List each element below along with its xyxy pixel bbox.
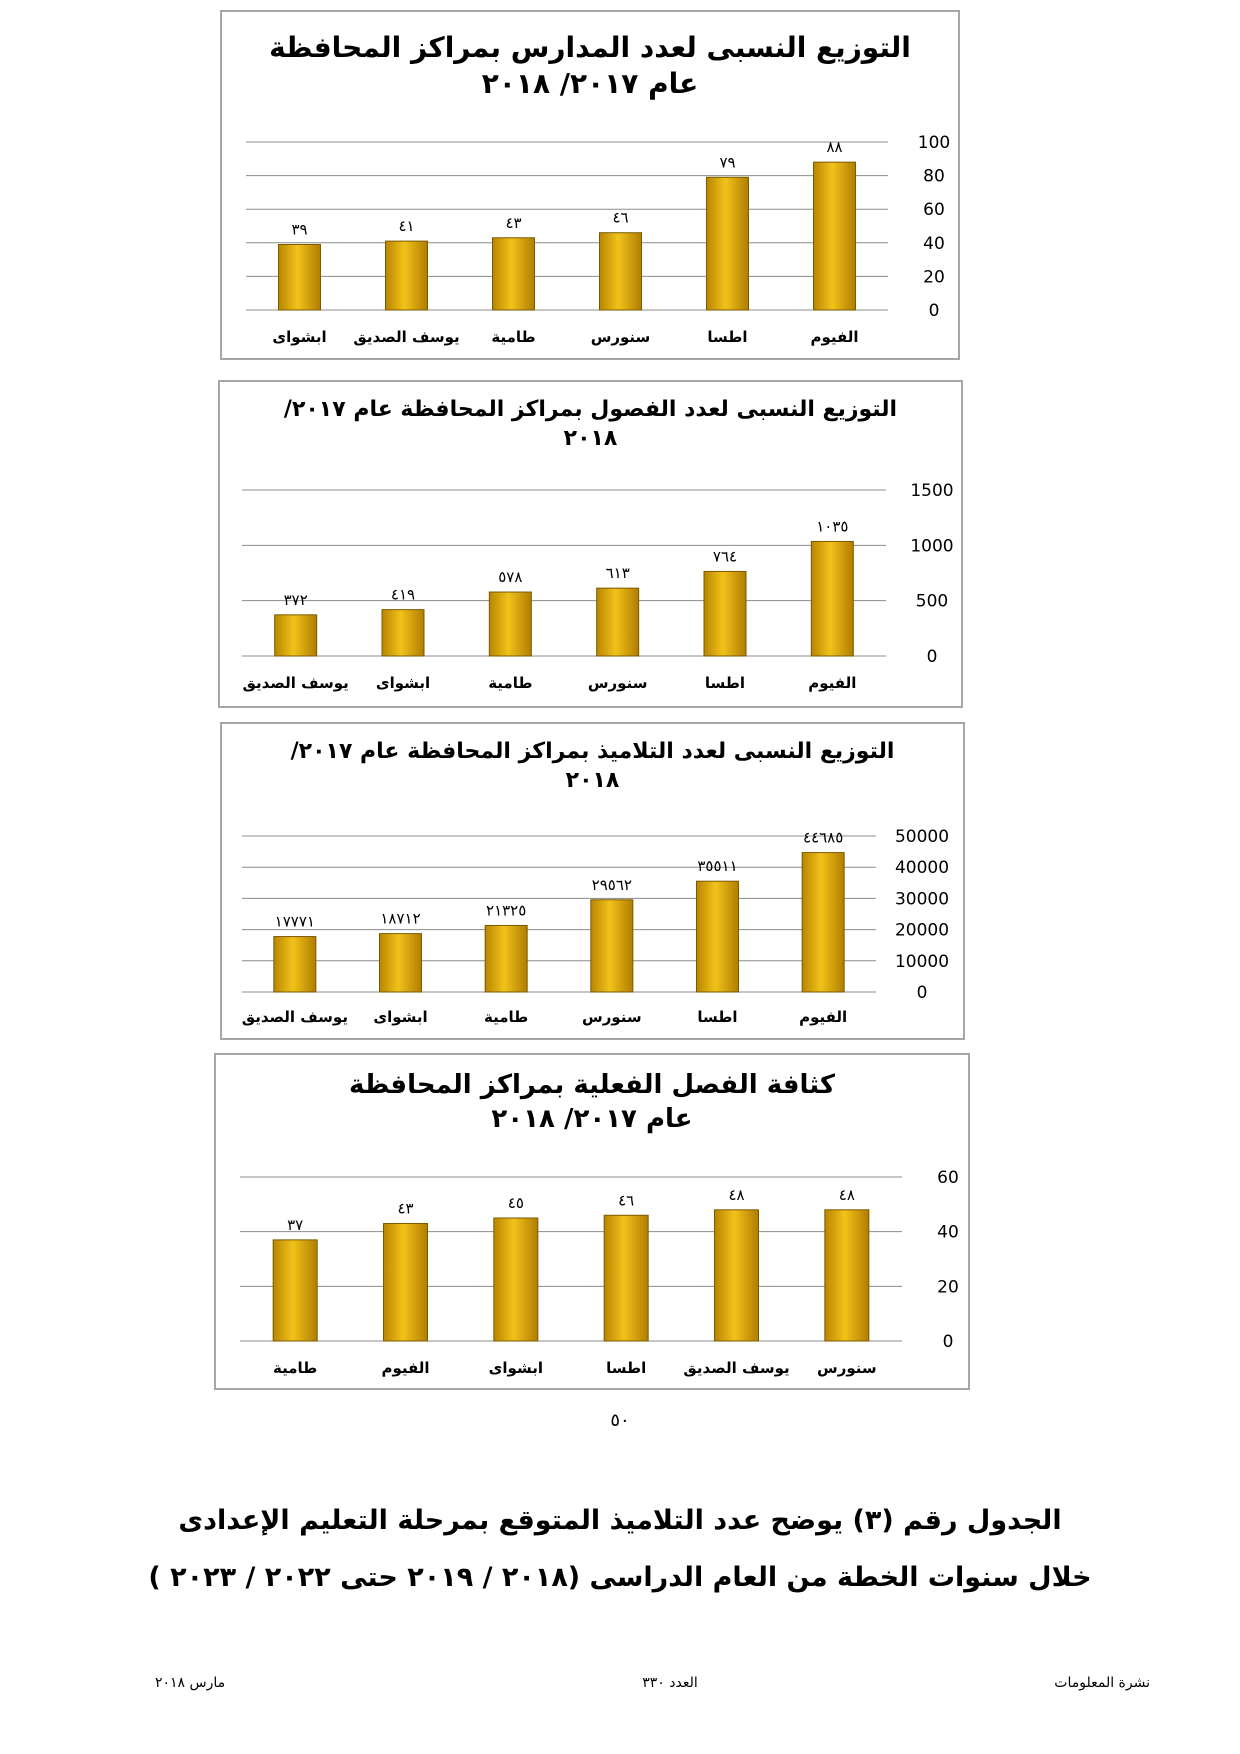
- chart-title-line-2: ٢٠١٨: [565, 767, 620, 793]
- y-tick-label: 40: [923, 233, 945, 254]
- bar: [273, 1240, 317, 1341]
- category-label: سنورس: [590, 328, 651, 346]
- bar: [597, 588, 639, 656]
- data-label: ١٠٣٥: [816, 517, 849, 536]
- data-label: ٦١٣: [605, 564, 630, 583]
- category-label: يوسف الصديق: [241, 1008, 348, 1026]
- bar: [274, 937, 316, 992]
- category-label: الفيوم: [810, 328, 859, 346]
- chart-plot: [220, 382, 965, 710]
- footer-date: مارس ٢٠١٨: [155, 1675, 226, 1691]
- data-label: ٢٩٥٦٢: [591, 875, 632, 894]
- bar: [802, 853, 844, 992]
- data-label: ٤٣: [505, 213, 522, 232]
- footer-publication: نشرة المعلومات: [1054, 1675, 1150, 1691]
- bar: [715, 1210, 759, 1341]
- data-label: ٨٨: [826, 138, 843, 157]
- bar: [494, 1218, 538, 1341]
- category-label: ابشواى: [272, 328, 327, 346]
- bar: [493, 238, 535, 310]
- bar: [600, 233, 642, 310]
- y-tick-label: 10000: [894, 951, 950, 972]
- data-label: ٤١٩: [390, 585, 416, 604]
- category-label: طامية: [488, 674, 533, 692]
- y-tick-label: 20: [923, 267, 945, 288]
- category-label: ابشواى: [375, 674, 431, 692]
- category-label: اطسا: [606, 1359, 647, 1377]
- data-label: ٣٥٥١١: [697, 857, 738, 876]
- data-label: ١٧٧٧١: [274, 912, 315, 931]
- category-label: طامية: [273, 1359, 318, 1377]
- data-label: ٤٥: [507, 1194, 524, 1212]
- y-tick-label: 60: [937, 1168, 959, 1188]
- data-label: ٧٦٤: [712, 547, 738, 566]
- y-tick-label: 40: [937, 1222, 959, 1243]
- data-label: ٤٤٦٨٥: [803, 828, 844, 847]
- bar: [814, 162, 856, 310]
- data-label: ٤٨: [728, 1185, 745, 1204]
- caption-line-2: خلال سنوات الخطة من العام الدراسى (٢٠١٨ / ٢٠١٩ حتى ٢٠٢٢ / ٢٠٢٣ ): [148, 1562, 1092, 1593]
- chart-classes: [218, 380, 963, 708]
- chart-schools: [220, 10, 960, 360]
- category-label: الفيوم: [808, 674, 857, 692]
- y-tick-label: 50000: [894, 827, 950, 847]
- data-label: ٢١٣٢٥: [486, 901, 527, 920]
- category-label: سنورس: [587, 674, 648, 692]
- y-tick-label: 80: [923, 166, 945, 187]
- data-label: ٥٧٨: [498, 568, 523, 587]
- category-label: طامية: [484, 1008, 529, 1026]
- data-label: ٤٣: [397, 1199, 414, 1218]
- bar: [380, 934, 422, 992]
- chart-class-density: [214, 1053, 970, 1390]
- y-tick-label: 20000: [894, 920, 950, 941]
- page-number: ٥٠: [610, 1410, 630, 1431]
- chart-title-line-1: التوزيع النسبى لعدد المدارس بمراكز المحافظة: [269, 31, 911, 64]
- chart-title-line-2: عام ٢٠١٧/ ٢٠١٨: [491, 1103, 693, 1134]
- y-tick-label: 0: [926, 647, 938, 667]
- data-label: ٣٧٢: [283, 590, 308, 609]
- chart-title-line-2: ٢٠١٨: [563, 425, 618, 451]
- chart-title-line-1: التوزيع النسبى لعدد الفصول بمراكز المحافظة عام ٢٠١٧/: [283, 397, 898, 422]
- data-label: ٣٧: [287, 1215, 304, 1234]
- chart-title-line-2: عام ٢٠١٧/ ٢٠١٨: [481, 67, 699, 101]
- bar: [825, 1210, 869, 1341]
- y-tick-label: 0: [928, 301, 940, 321]
- chart-title-line-1: التوزيع النسبى لعدد التلاميذ بمراكز المحافظة عام ٢٠١٧/: [290, 739, 895, 764]
- bar: [604, 1215, 648, 1341]
- data-label: ٤١: [398, 217, 415, 236]
- y-tick-label: 60: [923, 200, 945, 221]
- chart-plot: [216, 1055, 972, 1392]
- data-label: ٤٨: [838, 1185, 855, 1204]
- category-label: اطسا: [697, 1008, 738, 1026]
- bar: [591, 900, 633, 992]
- bar: [707, 177, 749, 310]
- category-label: اطسا: [707, 328, 748, 346]
- category-label: يوسف الصديق: [683, 1359, 790, 1377]
- bar: [811, 541, 853, 656]
- caption-line-1: الجدول رقم (٣) يوضح عدد التلاميذ المتوقع بمرحلة التعليم الإعدادى: [178, 1505, 1062, 1536]
- y-tick-label: 1000: [910, 536, 954, 557]
- category-label: الفيوم: [381, 1359, 430, 1377]
- data-label: ٤٦: [612, 208, 629, 227]
- y-tick-label: 0: [942, 1332, 954, 1352]
- y-tick-label: 40000: [894, 858, 950, 879]
- data-label: ١٨٧١٢: [380, 909, 421, 928]
- y-tick-label: 20: [937, 1277, 959, 1298]
- category-label: ابشواى: [488, 1359, 544, 1377]
- bar: [382, 610, 424, 656]
- bar: [384, 1223, 428, 1341]
- y-tick-label: 100: [917, 133, 951, 153]
- bar: [485, 925, 527, 992]
- data-label: ٧٩: [719, 153, 736, 172]
- category-label: اطسا: [704, 674, 746, 692]
- data-label: ٤٦: [618, 1191, 635, 1210]
- category-label: طامية: [491, 328, 536, 346]
- bar: [489, 592, 531, 656]
- bar: [279, 244, 321, 310]
- bar: [275, 615, 317, 656]
- chart-title-line-1: كثافة الفصل الفعلية بمراكز المحافظة: [348, 1070, 836, 1100]
- y-tick-label: 1500: [910, 481, 954, 501]
- category-label: ابشواى: [373, 1008, 428, 1026]
- data-label: ٣٩: [291, 220, 308, 239]
- y-tick-label: 0: [916, 983, 928, 1003]
- bar: [704, 571, 746, 656]
- category-label: يوسف الصديق: [353, 328, 460, 346]
- category-label: سنورس: [817, 1359, 877, 1377]
- chart-students: [220, 722, 965, 1040]
- bar: [386, 241, 428, 310]
- y-tick-label: 30000: [894, 889, 950, 910]
- chart-plot: [222, 12, 962, 362]
- footer-issue: العدد ٣٣٠: [642, 1675, 698, 1691]
- category-label: الفيوم: [799, 1008, 848, 1026]
- chart-plot: [222, 724, 967, 1042]
- category-label: يوسف الصديق: [242, 674, 349, 692]
- y-tick-label: 500: [915, 591, 949, 612]
- category-label: سنورس: [582, 1008, 642, 1026]
- bar: [697, 881, 739, 992]
